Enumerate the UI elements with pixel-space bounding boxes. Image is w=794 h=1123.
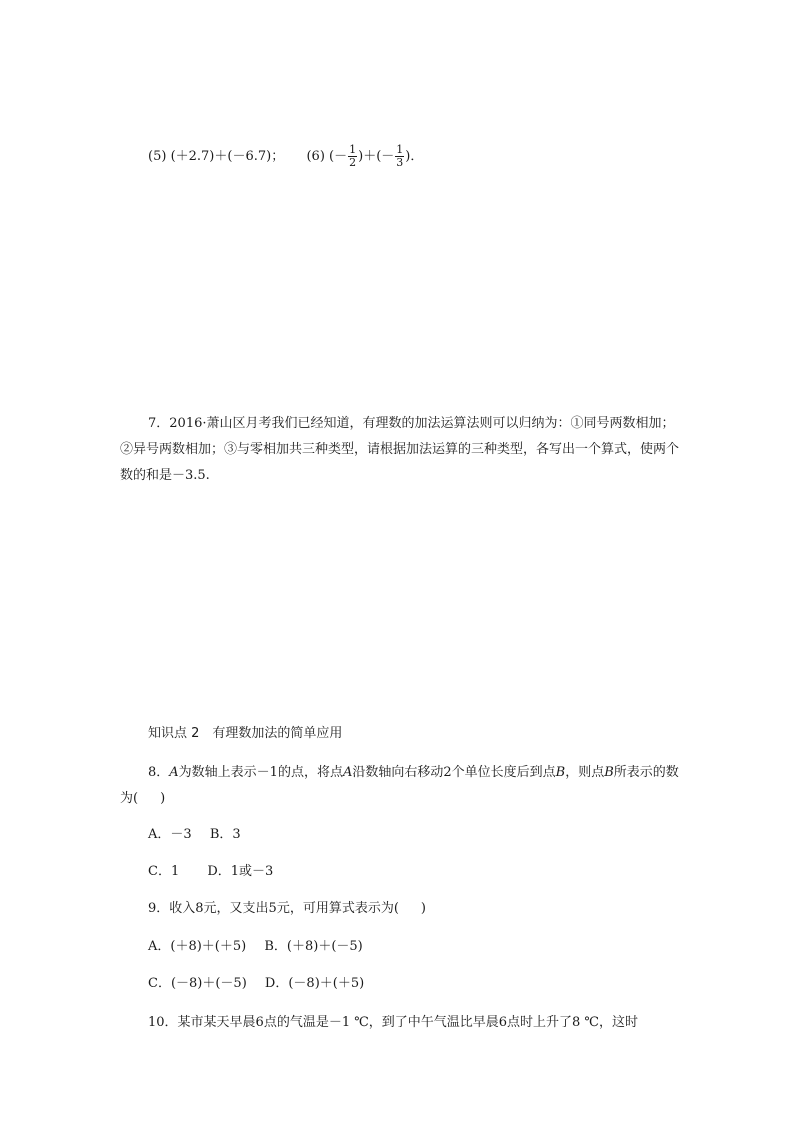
problem-5-6-line	[120, 144, 708, 169]
problem-6-label: (6)	[306, 149, 325, 164]
q9-option-d: D．(－8)＋(＋5)	[264, 976, 365, 991]
q9-option-b: B．(＋8)＋(－5)	[264, 939, 363, 954]
question-8-options-cd	[120, 860, 708, 879]
problem-5-label: (5)	[148, 149, 167, 164]
question-8: 8．A为数轴上表示－1的点，将点A沿数轴向右移动2个单位长度后到点B，则点B所表示的数为( )	[120, 765, 679, 806]
q8-option-d: D．1或－3	[207, 864, 274, 879]
q9-option-a: A．(＋8)＋(＋5)	[148, 939, 247, 954]
question-10: 10．某市某天早晨6点的气温是－1 ℃，到了中午气温比早晨6点时上升了8 ℃，这时	[148, 1015, 638, 1030]
problem-6-mid: )＋(－	[358, 149, 395, 164]
fraction-one-third: $\frac{1}{3}$	[396, 143, 404, 169]
question-9: 9．收入8元，又支出5元，可用算式表示为( )	[148, 901, 426, 916]
question-8-options-ab	[120, 823, 708, 842]
question-7: 7．2016·萧山区月考我们已经知道，有理数的加法运算法则可以归纳为：①同号两数相加；②异号两数相加；③与零相加共三种类型，请根据加法运算的三种类型，各写出一个算式，使两个数的和是－3.5.	[120, 416, 680, 483]
q8-option-a: A．－3	[148, 827, 192, 842]
q8-option-b: B．3	[209, 827, 241, 842]
q8-option-c: C．1	[148, 864, 180, 879]
question-9-options-ab	[120, 935, 708, 954]
problem-6-close: )．	[405, 149, 424, 164]
problem-6-open: (－	[329, 149, 348, 164]
problem-5-expression: (＋2.7)＋(－6.7)；	[170, 149, 285, 164]
question-9-options-cd	[120, 972, 708, 991]
section-heading: 知识点 2 有理数加法的简单应用	[148, 726, 343, 741]
fraction-one-half: $\frac{1}{2}$	[349, 143, 357, 169]
q9-option-c: C．(－8)＋(－5)	[148, 976, 247, 991]
